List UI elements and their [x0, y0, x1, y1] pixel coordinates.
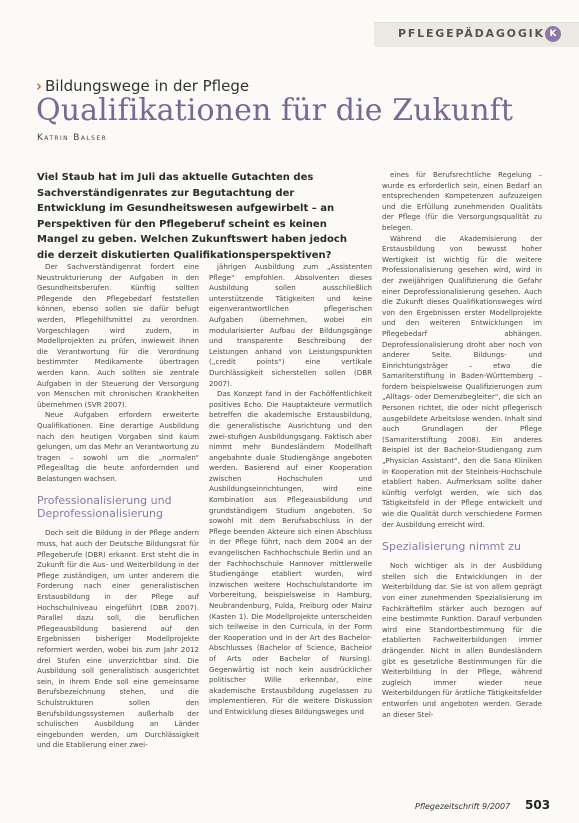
- paragraph: Noch wichtiger als in der Ausbildung stellen sich die Entwicklungen in der Weiterbildung dar. Sie ist von allem geprägt von einer zunehmenden Spezialisierung im Fachkräftefilm stärker auch bezogen auf eine bestimmte Funktion. Darauf verbunden wird eine Standortbestimmung für die etablierten Fachweiterbildungen immer drängender. Nicht in allen Bundesländern gibt es gesetzliche Bestimmungen für die Weiterbildung in der Pflege, während zugleich immer wieder neue Weiterbildungen für ärztliche Tätigkeitsfelder entworfen und angeboten werden. Gerade an dieser Stel-: [382, 561, 542, 719]
- subheading: Professionalisierung und Deprofessionalisierung: [37, 494, 172, 521]
- paragraph: Während die Akademisierung der Erstausbildung von bewusst hoher Wertigkeit ist wichtig für die weitere Professionalisierung gesehen wird, wird in der zweijährigen Qualifizierung die Gefahr einer Deprofessionalisierung gesehen. Auch die Zukunft dieses Qualifikationsweges wird von den Ergebnissen erster Modellprojekte und den weiteren Entwicklungen im Pflegebedarf abhängen. Deprofessionalisierung droht aber noch von anderer Seite. Bildungs- und Einrichtungsträger – etwa die Samariterstiftung in Baden-Württemberg – fordern beispielsweise Qualifizierungen zum „Alltags- oder Demenzbegleiter“, die sich an Personen richtet, die oder nicht pflegerisch ausgebildete Arbeitslose wenden. Inhalt sind auch Grundlagen der Pflege (Samariterstiftung 2008). Ein anderes Beispiel ist der Bachelor-Studiengang zum „Physician Assistant“, den die Sana Kliniken in Kooperation mit der Steinbeis-Hochschule etabliert haben. Aufmerksam sollte daher künftig verfolgt werden, wie sich das Tätigkeitsfeld in der Pflege entwickelt und wie die Qualität durch verschiedene Formen der Ausbildung erreicht wird.: [382, 233, 542, 529]
- journal-issue: Pflegezeitschrift 9/2007: [415, 802, 511, 811]
- paragraph: Neue Aufgaben erfordern erweiterte Qualifikationen. Eine derartige Ausbildung nach den heutigen Vorgaben sind kaum gelungen, um das Mehr an Verantwortung zu tragen – sowohl um die „normalen“ Pflegealltag die heute anfordernden und Belastungen wachsen.: [37, 410, 199, 483]
- subheading: Spezialisierung nimmt zu: [382, 540, 521, 554]
- page-number: 503: [525, 798, 551, 812]
- paragraph: eines für Berufsrechtliche Regelung – wurde es erforderlich sein, einen Bedarf an entsprechenden Kompetenzen aufzuzeigen und die Erfüllung zunehmenden Qualitäts der Pflege (für die Versorgungsqualität zu belegen.: [382, 170, 542, 232]
- paragraph: Das Konzept fand in der Fachöffentlichkeit positives Echo. Die Hauptakteure vermutlich betreffen die akademische Erstausbildung, die generalistische Ausrichtung und den zwei-stufigen Ausbildungsgang. Faktisch aber nimmt mehr Bundesländern Modellhaft angebahnte duale Studiengänge angeboten werden. Basierend auf einer Kooperation zwischen Hochschulen und Ausbildungseinrichtungen, wird eine Kombination aus Pflegeausbildung und grundständigem Studium angeboten. So sowohl mit dem Berufsabschluss in der Pflege beenden Akteure sich einen Abschluss in der Pflege führt, nach dem 2004 an der evangelischen Fachhochschule Berlin und an der Fachhochschule Hannover mittlerweile Studiengänge etabliert wurden, wird inzwischen weitere Hochschulstandorte im Vorbereitung, beispielsweise in Hamburg, Neubrandenburg, Fulda, Freiburg oder Mainz (Kasten 1). Die Modellprojekte unterscheiden sich teilweise in den Curricula, in der Form der Kooperation und in der Art des Bachelor-Abschlusses (Bachelor of Science, Bachelor of Arts oder Bachelor of Nursing). Gegenwärtig ist noch kein ausdrücklicher politischer Wille erkennbar, eine akademische Erstausbildung zugelassen zu implementieren. Für die weitere Diskussion und Entwicklung dieses Bildungsweges und: [209, 389, 372, 716]
- article-title: Qualifikationen für die Zukunft: [36, 93, 514, 128]
- paragraph: Der Sachverständigenrat fordert eine Neustrukturierung der Aufgaben in den Gesundheitsberufen. Künftig sollten Pflegende den Pflegebedarf feststellen können, ebenso sollen sie dafür befugt werden, Pflegehilfsmittel zu verordnen. Vorgeschlagen wird zudem, in Modellprojekten zu prüfen, inwieweit ihnen die Verantwortung für die Verordnung bestimmter Medikamente übertragen werden kann. Auch sollten sie zentrale Aufgaben in der Steuerung der Versorgung von Menschen mit chronischen Krankheiten übernehmen (SVR 2007).: [37, 262, 199, 409]
- section-badge-icon: K: [545, 26, 561, 42]
- article-author: Katrin Balser: [37, 133, 108, 143]
- paragraph: jährigen Ausbildung zum „Assistenten Pflege“ empfohlen. Absolventen dieses Ausbildung sollen ausschließlich unterstützende Tätigkeiten und keine eigenverantwortlichen pflegerischen Aufgaben übernehmen, wobei ein modularisierter Aufbau der Bildungsgänge und transparente Beschreibung der Leistungen anhand von Leistungspunkten („credit points“) eine vertikale Durchlässigkeit sicherstellen sollen (DBR 2007).: [209, 262, 372, 388]
- article-lede: Viel Staub hat im Juli das aktuelle Gutachten des Sachverständigenrates zur Begutachtung der Entwicklung im Gesundheitswesen aufgewirbelt – an Perspektiven für den Pflegeberuf scheint es keinen Mangel zu geben. Welchen Zukunftswert haben jedoch die derzeit diskutierten Qualifikationsperspektiven?: [37, 172, 347, 261]
- text-column-3: [382, 170, 542, 755]
- paragraph: Doch seit die Bildung in der Pflege andern muss, hat auch der Deutsche Bildungsrat für Pflegeberufe (DBR) erkannt. Erst steht die in Zukunft für die Aus- und Weiterbildung in der Pflege zuständigen, um unter anderem die Forderung nach einer generalistischen Erstausbildung in der Pflege auf Hochschulniveau eingeführt (DBR 2007). Parallel dazu soll, die beruflichen Pflegeausbildung basierend auf den Ergebnissen bisheriger Modellprojekte reformiert werden, wobei bis zum Jahr 2012 drei Stufen eine unverzichtbar sind. Die Ausbildung soll generalistisch ausgerichtet sein, in ihrem Ende soll eine gemeinsame Berufsbezeichnung stehen, und die Schulstrukturen sollen den Berufsbildungssystemen außerhalb der schulischen Ausbildung an Länder eingebunden werden, um Durchlässigkeit und die Etablierung einer zwei-: [37, 528, 199, 750]
- section-title: PFLEGEPÄDAGOGIK: [398, 27, 545, 40]
- text-column-2: [209, 262, 372, 790]
- chevron-right-icon: ›: [36, 77, 42, 95]
- kicker-text: Bildungswege in der Pflege: [45, 77, 250, 95]
- text-column-1: [37, 262, 199, 790]
